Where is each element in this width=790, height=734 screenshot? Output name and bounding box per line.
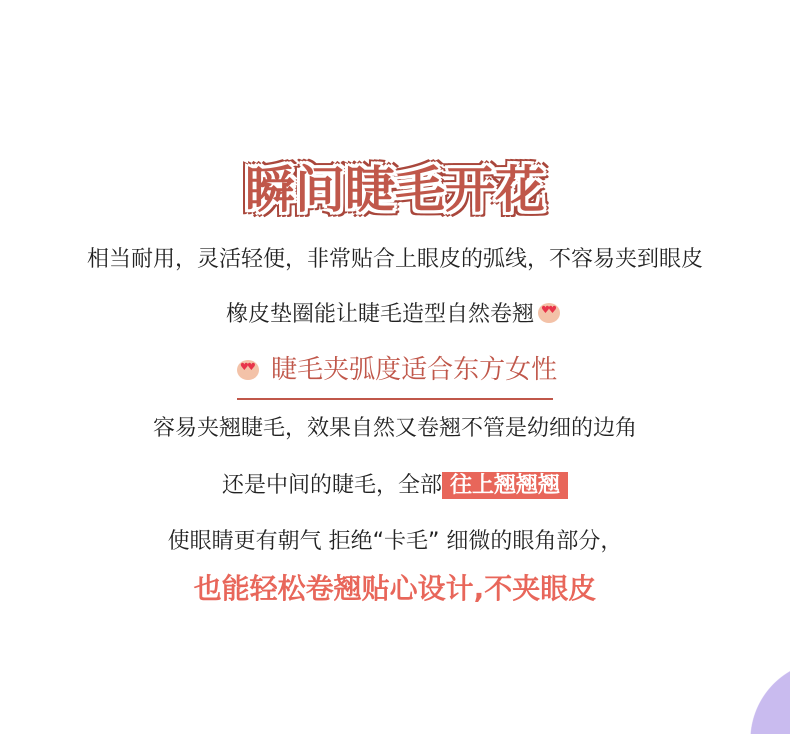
description-line-4: [0, 471, 790, 501]
description-line-1: 相当耐用，灵活轻便，非常贴合上眼皮的弧线，不容易夹到眼皮: [86, 247, 703, 272]
description-text: 橡皮垫圈能让睫毛造型自然卷翘: [225, 302, 534, 327]
highlight-badge: 往上翘翘翘: [442, 472, 568, 499]
description-text: 还是中间的睫毛，全部: [221, 473, 442, 498]
heart-eyes-emoji-icon: [237, 360, 259, 380]
subtitle: [0, 355, 790, 385]
description-line-2: [0, 300, 790, 330]
subtitle-underline: [237, 398, 553, 400]
emphasis-line: 也能轻松卷翘贴心设计,不夹眼皮: [193, 572, 597, 605]
subtitle-text: 睫毛夹弧度适合东方女性: [271, 355, 558, 385]
description-line-5: 使眼睛更有朝气 拒绝“卡毛” 细微的眼角部分，: [167, 529, 623, 554]
heart-eyes-emoji-icon: [538, 303, 560, 323]
page-title: 瞬间睫毛开花: [245, 161, 545, 219]
description-line-3: 容易夹翘睫毛，效果自然又卷翘不管是幼细的边角: [152, 416, 637, 441]
decorative-circle: [750, 660, 790, 734]
